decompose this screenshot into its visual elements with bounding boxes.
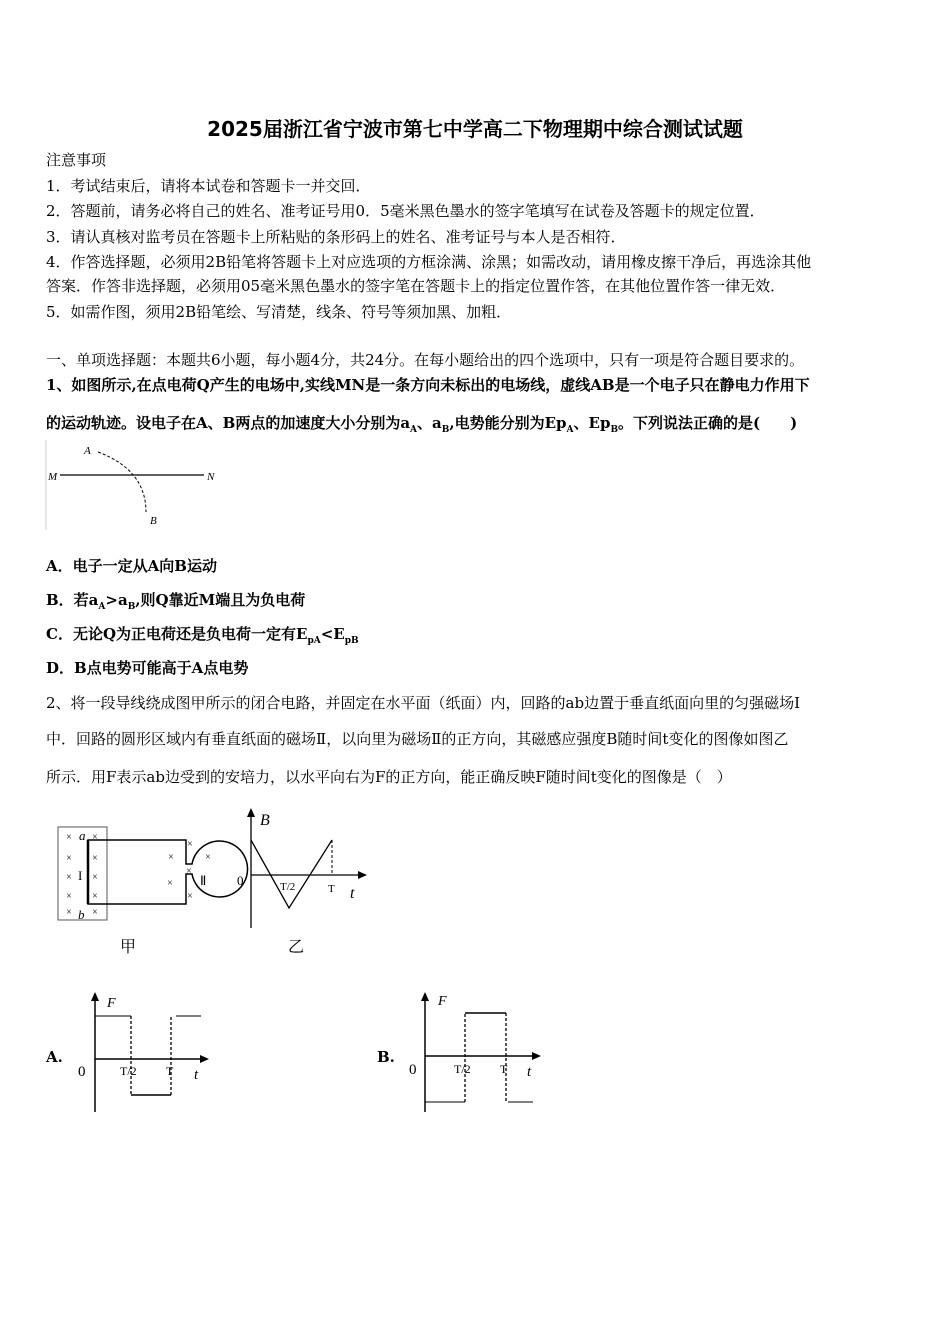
text: ,电势能分别为Ep: [449, 414, 567, 432]
cross-mark: ×: [92, 907, 98, 918]
cross-mark: ×: [187, 891, 193, 902]
q1-option-a: A．电子一定从A向B运动: [46, 557, 217, 575]
axis-label-f: F: [107, 996, 116, 1011]
tick-period: T: [500, 1062, 508, 1076]
label-m: M: [48, 471, 58, 483]
tick-half-period: T/2: [120, 1064, 137, 1078]
label-field-i: I: [78, 868, 83, 883]
origin-label: 0: [409, 1062, 417, 1078]
cross-mark: ×: [66, 891, 72, 902]
label-b: b: [78, 907, 85, 922]
cross-mark: ×: [168, 852, 174, 863]
cross-mark: ×: [186, 866, 192, 877]
subscript: A: [410, 425, 418, 435]
notice-item: 3．请认真核对监考员在答题卡上所粘贴的条形码上的姓名、准考证号与本人是否相符．: [46, 228, 626, 246]
text: 的运动轨迹。设电子在A、B两点的加速度大小分别为a: [46, 414, 411, 432]
notice-heading: 注意事项: [46, 151, 107, 169]
notice-item: 4．作答选择题，必须用2B铅笔将答题卡上对应选项的方框涂满、涂黑；如需改动，请用橡皮擦干净后，再选涂其他: [46, 253, 812, 271]
text: <E: [320, 625, 345, 643]
text: C．无论Q为正电荷还是负电荷一定有E: [46, 625, 308, 643]
cross-mark: ×: [66, 832, 72, 843]
q2-option-a-graph: [70, 985, 220, 1115]
q2-stem-line2: 中．回路的圆形区域内有垂直纸面的磁场Ⅱ，以向里为磁场Ⅱ的正方向，其磁感应强度B随时间t变化的图像如图乙: [46, 730, 789, 748]
notice-item: 5．如需作图，须用2B铅笔绘、写清楚，线条、符号等须加黑、加粗．: [46, 303, 512, 321]
cross-mark: ×: [66, 907, 72, 918]
subscript: B: [610, 425, 619, 435]
label-a: a: [79, 828, 86, 843]
q1-field-line-figure: [46, 440, 226, 532]
axis-label-b: B: [260, 812, 270, 829]
text: B．若a: [46, 591, 99, 609]
cross-mark: ×: [66, 872, 72, 883]
axis-label-t: t: [350, 885, 355, 902]
q2-option-a-label: A.: [46, 1048, 63, 1066]
subscript: B: [127, 602, 136, 612]
subscript: pB: [344, 636, 359, 646]
axis-label-t: t: [194, 1067, 199, 1083]
tick-period: T: [328, 883, 335, 895]
cross-mark: ×: [92, 891, 98, 902]
label-field-ii: Ⅱ: [200, 873, 207, 888]
tick-half-period: T/2: [454, 1062, 471, 1076]
label-a: A: [84, 445, 91, 457]
text: 、Ep: [573, 414, 611, 432]
text: >a: [105, 591, 128, 609]
cross-mark: ×: [92, 832, 98, 843]
subscript: A: [566, 425, 574, 435]
cross-mark: ×: [205, 852, 211, 863]
q2-option-b-graph: [400, 985, 550, 1115]
section-heading: 一、单项选择题：本题共6小题，每小题4分，共24分。在每小题给出的四个选项中，只有一项是符合题目要求的。: [46, 351, 805, 369]
cross-mark: ×: [187, 839, 193, 850]
tick-half-period: T/2: [280, 881, 296, 893]
text: 、a: [417, 414, 442, 432]
cross-mark: ×: [167, 878, 173, 889]
q1-option-d: D．B点电势可能高于A点电势: [46, 659, 249, 677]
q1-stem-line1: 1、如图所示,在点电荷Q产生的电场中,实线MN是一条方向未标出的电场线，虚线AB是一个电子只在静电力作用下: [46, 376, 810, 394]
caption-yi: 乙: [288, 939, 305, 956]
figure-jia-circuit: [40, 800, 240, 960]
text: 。下列说法正确的是( ): [618, 414, 798, 432]
q2-option-b-label: B.: [377, 1048, 395, 1066]
page-title: 2025届浙江省宁波市第七中学高二下物理期中综合测试试题: [207, 117, 743, 141]
tick-period: T: [166, 1064, 174, 1078]
notice-item: 2．答题前，请务必将自己的姓名、准考证号用0．5毫米黑色墨水的签字笔填写在试卷及答题卡的规定位置．: [46, 202, 765, 220]
subscript: pA: [307, 636, 321, 646]
cross-mark: ×: [92, 872, 98, 883]
figure-yi-b-t-graph: [230, 800, 370, 960]
q1-option-b: [46, 590, 305, 617]
notice-item: 答案．作答非选择题，必须用05毫米黑色墨水的签字笔在答题卡上的指定位置作答，在其他位置作答一律无效．: [46, 277, 786, 295]
q1-stem-line2: [46, 413, 797, 440]
origin-label: 0: [237, 873, 244, 888]
cross-mark: ×: [92, 853, 98, 864]
subscript: A: [98, 602, 106, 612]
q1-option-c: [46, 624, 359, 651]
notice-item: 1．考试结束后，请将本试卷和答题卡一并交回．: [46, 177, 371, 195]
q2-stem-line1: 2、将一段导线绕成图甲所示的闭合电路，并固定在水平面（纸面）内，回路的ab边置于垂直纸面向里的匀强磁场Ⅰ: [46, 694, 801, 712]
label-n: N: [207, 471, 215, 483]
label-b: B: [150, 515, 157, 527]
subscript: B: [441, 425, 450, 435]
origin-label: 0: [78, 1064, 86, 1080]
q2-stem-line3: 所示．用F表示ab边受到的安培力，以水平向右为F的正方向，能正确反映F随时间t变化的图像是（ ）: [46, 768, 732, 786]
text: ,则Q靠近M端且为负电荷: [135, 591, 306, 609]
caption-jia: 甲: [120, 939, 137, 956]
cross-mark: ×: [66, 853, 72, 864]
axis-label-f: F: [438, 994, 447, 1009]
axis-label-t: t: [527, 1064, 532, 1080]
